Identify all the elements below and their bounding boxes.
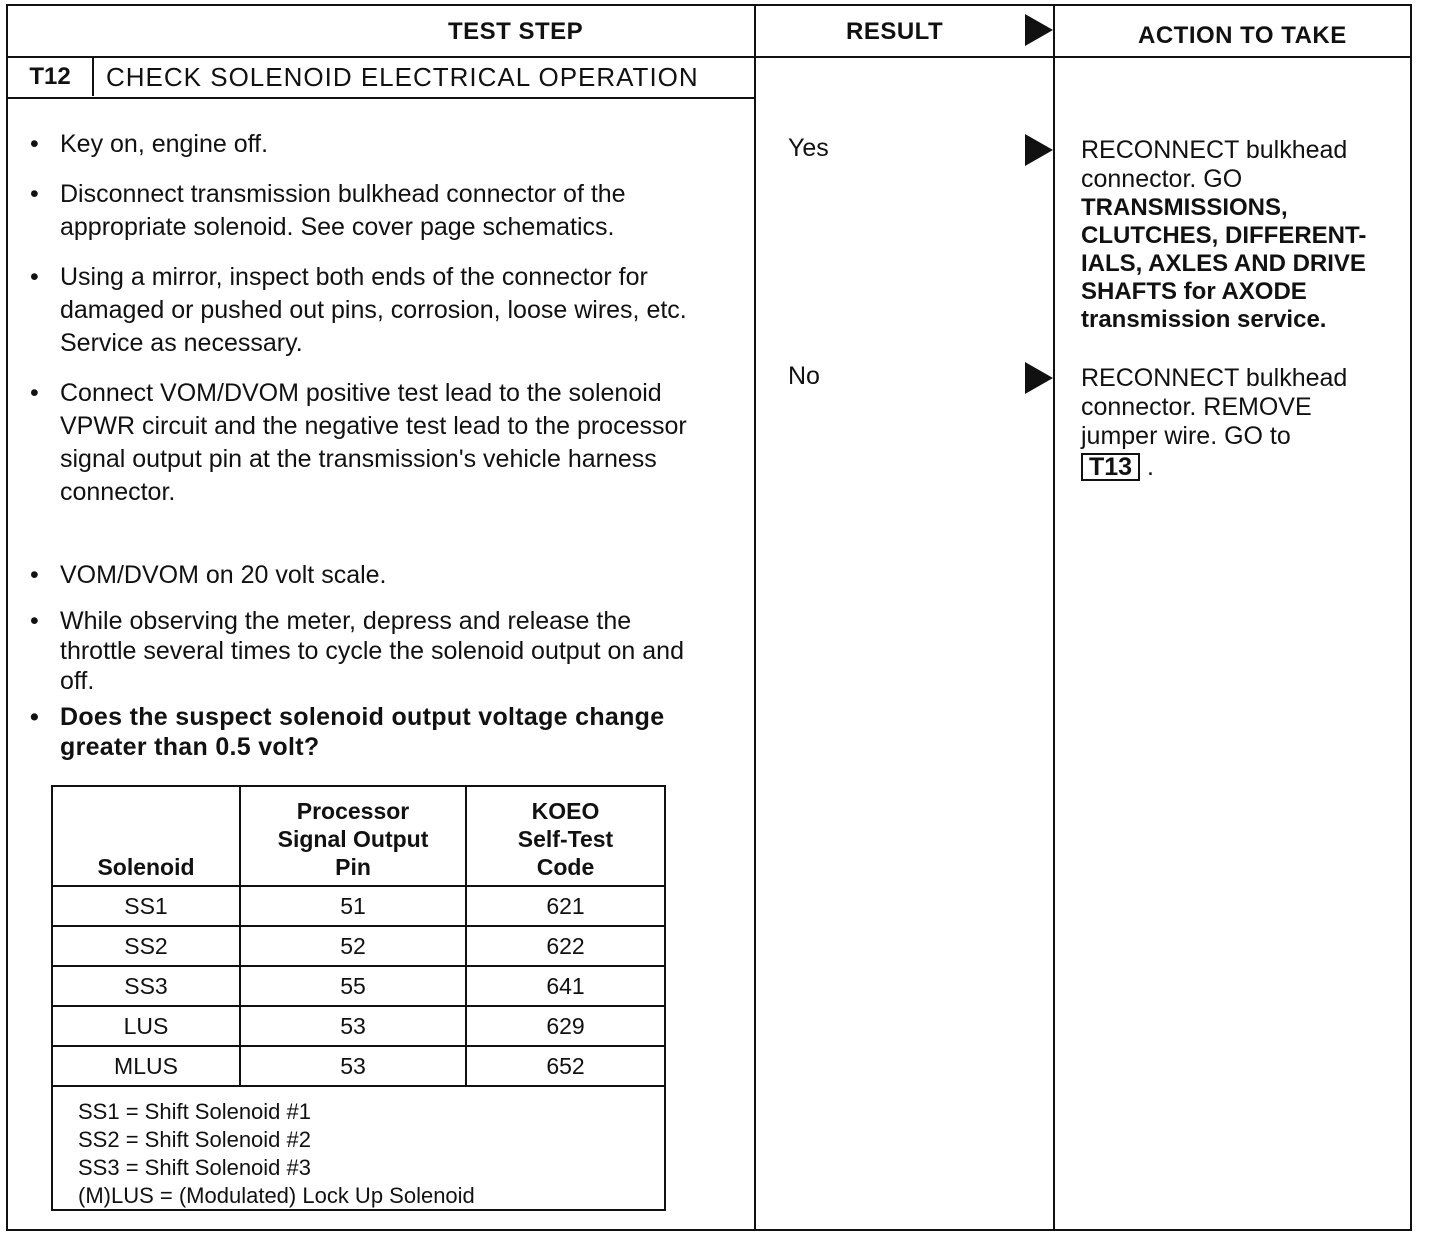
step-title-rule [6,97,756,99]
action-yes-line: RECONNECT bulkhead [1081,136,1348,164]
table-cell: SS2 [52,926,240,966]
action-no-line: jumper wire. GO to [1081,422,1291,450]
table-cell: SS1 [52,886,240,926]
table-cell: 652 [466,1046,665,1086]
table-cell: 53 [240,1046,466,1086]
action-yes-line: connector. GO [1081,165,1243,193]
table-row [52,966,665,1006]
header-result: RESULT [846,18,944,45]
bullet-item: • Disconnect transmission bulkhead connector of the appropriate solenoid. See cover page schematics. [30,178,740,244]
table-cell: SS3 [52,966,240,1006]
table-cell: 52 [240,926,466,966]
header-arrow-icon [1025,14,1053,46]
table-header-row [52,786,665,886]
table-legend [78,1098,475,1210]
header-rule [6,56,1412,58]
result-yes-arrow-icon [1025,134,1053,166]
table-row [52,1006,665,1046]
divider-result-action [1053,4,1055,1231]
header-action: ACTION TO TAKE [1138,22,1347,49]
action-no [1081,364,1403,482]
step-ref-t13[interactable]: T13 [1081,453,1140,481]
table-header-cell: KOEO Self-Test Code [466,786,665,886]
step-id: T12 [8,58,94,96]
bullet-item: • While observing the meter, depress and release the throttle several times to cycle the solenoid output on and off. [30,606,700,696]
header-test-step: TEST STEP [448,18,584,45]
table-row [52,1046,665,1086]
table-header-cell: Solenoid [52,786,240,886]
legend-line: SS2 = Shift Solenoid #2 [78,1127,311,1152]
action-no-line: RECONNECT bulkhead [1081,364,1348,392]
test-step-bullets [30,128,740,762]
action-no-end: . [1147,453,1154,481]
table-cell: 622 [466,926,665,966]
legend-line: (M)LUS = (Modulated) Lock Up Solenoid [78,1183,475,1208]
action-yes-reference: TRANSMISSIONS, CLUTCHES, DIFFERENT-IALS, AXLES AND DRIVE SHAFTS for AXODE transmission service. [1081,194,1367,333]
step-title: CHECK SOLENOID ELECTRICAL OPERATION [106,62,699,92]
result-no: No [788,362,820,390]
bullet-item: • VOM/DVOM on 20 volt scale. [30,559,740,592]
action-no-goto [1081,453,1403,482]
bullet-item: • Using a mirror, inspect both ends of the connector for damaged or pushed out pins, corrosion, loose wires, etc. Service as necessary. [30,261,740,360]
bullet-item: • Connect VOM/DVOM positive test lead to the solenoid VPWR circuit and the negative test lead to the processor signal output pin at the transmission's vehicle harness connector. [30,377,740,509]
table-cell: LUS [52,1006,240,1046]
table-cell: 641 [466,966,665,1006]
table-cell: 55 [240,966,466,1006]
result-yes: Yes [788,134,829,162]
table-cell: 53 [240,1006,466,1046]
legend-line: SS1 = Shift Solenoid #1 [78,1099,311,1124]
table-cell: 621 [466,886,665,926]
table-header-cell: Processor Signal Output Pin [240,786,466,886]
table-cell: 629 [466,1006,665,1046]
table-cell: 51 [240,886,466,926]
bullet-item: • Key on, engine off. [30,128,740,161]
result-no-arrow-icon [1025,362,1053,394]
bullet-question: • Does the suspect solenoid output voltage change greater than 0.5 volt? [30,702,680,762]
legend-line: SS3 = Shift Solenoid #3 [78,1155,311,1180]
action-no-line: connector. REMOVE [1081,393,1312,421]
table-row [52,886,665,926]
action-yes [1081,136,1403,334]
table-row [52,926,665,966]
table-cell: MLUS [52,1046,240,1086]
divider-test-result [754,4,756,1231]
